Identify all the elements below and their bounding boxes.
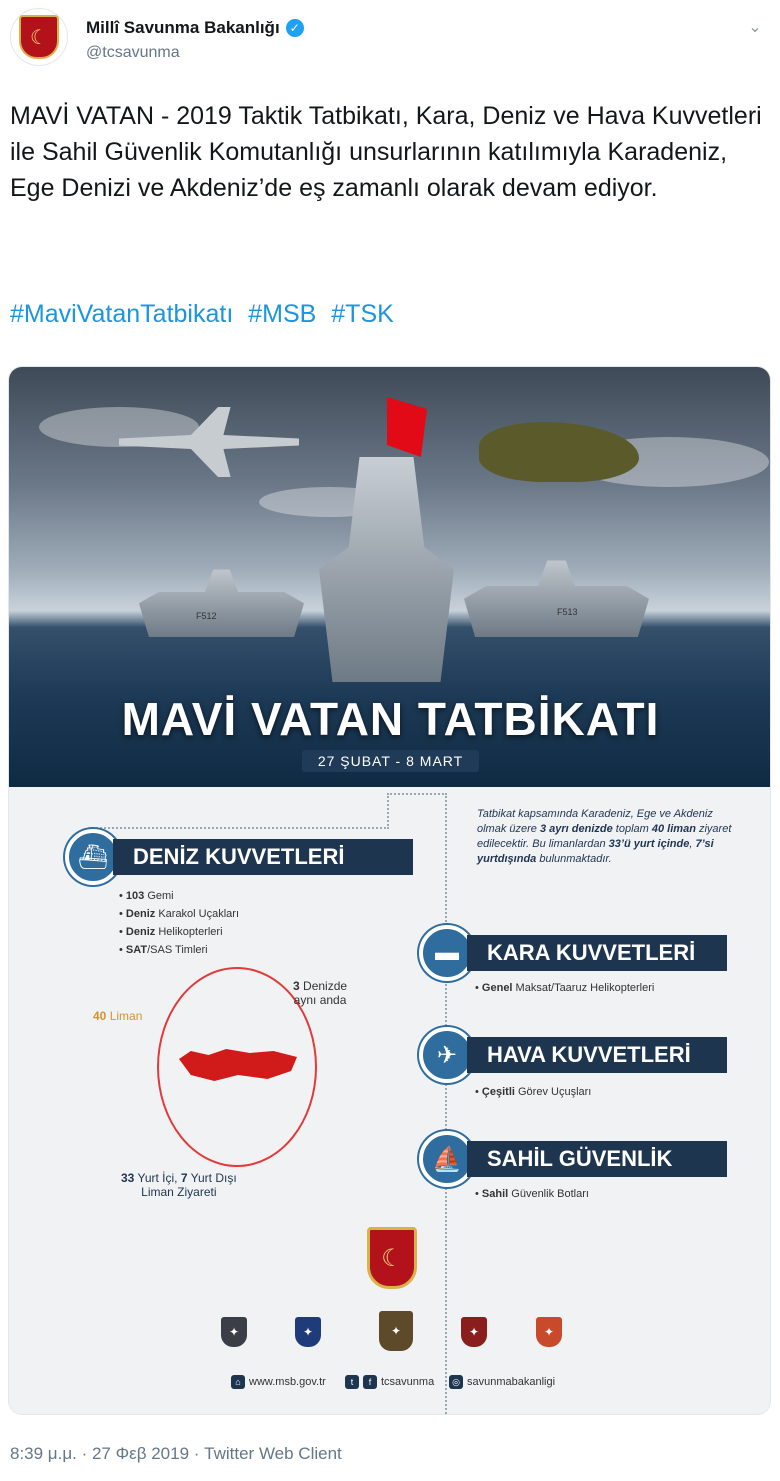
connector-line	[387, 793, 389, 829]
hull-number: F512	[196, 611, 217, 621]
hkk-badge-icon: ✦	[461, 1317, 487, 1347]
genelkurmay-badge-icon: ✦	[221, 1317, 247, 1347]
infographic-title-band	[9, 687, 771, 777]
connector-line	[387, 793, 447, 795]
website-link: ⌂ www.msb.gov.tr	[231, 1375, 326, 1389]
connector-line	[445, 793, 447, 1415]
frigate-left	[139, 562, 304, 637]
description-bold: 3 ayrı denizde	[539, 823, 613, 835]
kara-kuvvetleri-section	[419, 925, 727, 981]
warship-icon: ⛴	[65, 829, 121, 885]
liman-count: 40 Liman	[93, 1009, 143, 1023]
tweet-text: MAVİ VATAN - 2019 Taktik Tatbikatı, Kara, Deniz ve Hava Kuvvetleri ile Sahil Güvenlik Komutanlığı unsurlarının katılımıyla Karadeniz, Ege Denizi ve Akdeniz’de eş zamanlı olarak devam ediyor.	[10, 102, 762, 202]
patrol-boat-icon: ⛵	[419, 1131, 475, 1187]
list-item: • Deniz Karakol Uçakları	[119, 908, 240, 920]
list-item: • Deniz Helikopterleri	[119, 926, 223, 938]
deniz-kuvvetleri-section	[65, 829, 413, 885]
chevron-down-icon[interactable]: ⌄	[748, 19, 762, 36]
hava-kuvvetleri-section	[419, 1027, 727, 1083]
description-bold: 33’ü yurt içinde	[608, 838, 690, 850]
user-handle[interactable]: @tcsavunma	[86, 44, 180, 61]
list-item: • SAT/SAS Timleri	[119, 944, 208, 956]
attack-helicopter-icon	[479, 422, 639, 482]
msb-crest-icon: ☾	[19, 15, 59, 59]
display-name[interactable]	[86, 18, 304, 38]
instagram-link: ◎ savunmabakanligi	[449, 1375, 555, 1389]
twitter-facebook-link: t f tcsavunma	[345, 1375, 434, 1389]
infographic-title: MAVİ VATAN TATBİKATI	[121, 693, 660, 745]
description-text: toplam	[612, 823, 652, 835]
list-item: • Sahil Güvenlik Botları	[475, 1188, 589, 1200]
list-item: • Genel Maksat/Taaruz Helikopterleri	[475, 982, 655, 994]
tank-icon: ▬	[419, 925, 475, 981]
description-bold: 40 liman	[651, 823, 696, 835]
description-bold: 7’si yurtdışında	[477, 838, 714, 865]
instagram-icon: ◎	[449, 1375, 463, 1389]
date-range: 27 ŞUBAT - 8 MART	[302, 750, 479, 772]
avatar[interactable]	[10, 8, 68, 66]
tweet-media-image[interactable]	[8, 366, 771, 1415]
tweet-timestamp[interactable]: 8:39 μ.μ. · 27 Φεβ 2019 · Twitter Web Client	[10, 1444, 342, 1463]
deniz-list	[119, 887, 239, 959]
verified-badge-icon: ✓	[286, 19, 304, 37]
description-text: ,	[689, 838, 696, 850]
fighter-jet-icon: ✈	[419, 1027, 475, 1083]
kkk-badge-icon: ✦	[379, 1311, 413, 1351]
jandarma-badge-icon: ✦	[295, 1317, 321, 1347]
description-text: ziyaret edilecektir. Bu limanlardan	[477, 823, 732, 850]
msb-emblem-icon: ☾	[367, 1227, 417, 1289]
description-text: bulunmaktadır.	[536, 853, 612, 865]
list-item: • Çeşitli Görev Uçuşları	[475, 1086, 592, 1098]
yurt-count: 33 Yurt İçi, 7 Yurt Dışı Liman Ziyareti	[121, 1171, 237, 1199]
hull-number: F513	[557, 607, 578, 617]
twitter-icon: t	[345, 1375, 359, 1389]
display-name-text: Millî Savunma Bakanlığı	[86, 18, 280, 37]
kara-list	[475, 979, 654, 997]
frigate-right	[464, 552, 649, 637]
section-title: DENİZ KUVVETLERİ	[113, 839, 413, 875]
list-item: • 103 Gemi	[119, 890, 174, 902]
hashtag-link[interactable]: #MaviVatanTatbikatı	[10, 300, 234, 328]
hashtag-link[interactable]: #MSB	[248, 300, 317, 328]
tweet-header	[0, 0, 780, 80]
section-title: KARA KUVVETLERİ	[467, 935, 727, 971]
exercise-description	[477, 807, 737, 867]
sgk-badge-icon: ✦	[536, 1317, 562, 1347]
sahil-list	[475, 1185, 589, 1203]
hero-scene	[9, 367, 771, 787]
hava-list	[475, 1083, 591, 1101]
section-title: SAHİL GÜVENLİK	[467, 1141, 727, 1177]
denizde-count: 3 Denizde aynı anda	[293, 979, 348, 1007]
description-text: Tatbikat kapsamında Karadeniz, Ege ve Akdeniz olmak üzere	[477, 808, 713, 835]
turkish-flag-icon	[387, 397, 427, 457]
globe-icon: ⌂	[231, 1375, 245, 1389]
hashtag-link[interactable]: #TSK	[331, 300, 394, 328]
hashtags	[10, 296, 402, 332]
section-title: HAVA KUVVETLERİ	[467, 1037, 727, 1073]
facebook-icon: f	[363, 1375, 377, 1389]
sahil-guvenlik-section	[419, 1131, 727, 1187]
